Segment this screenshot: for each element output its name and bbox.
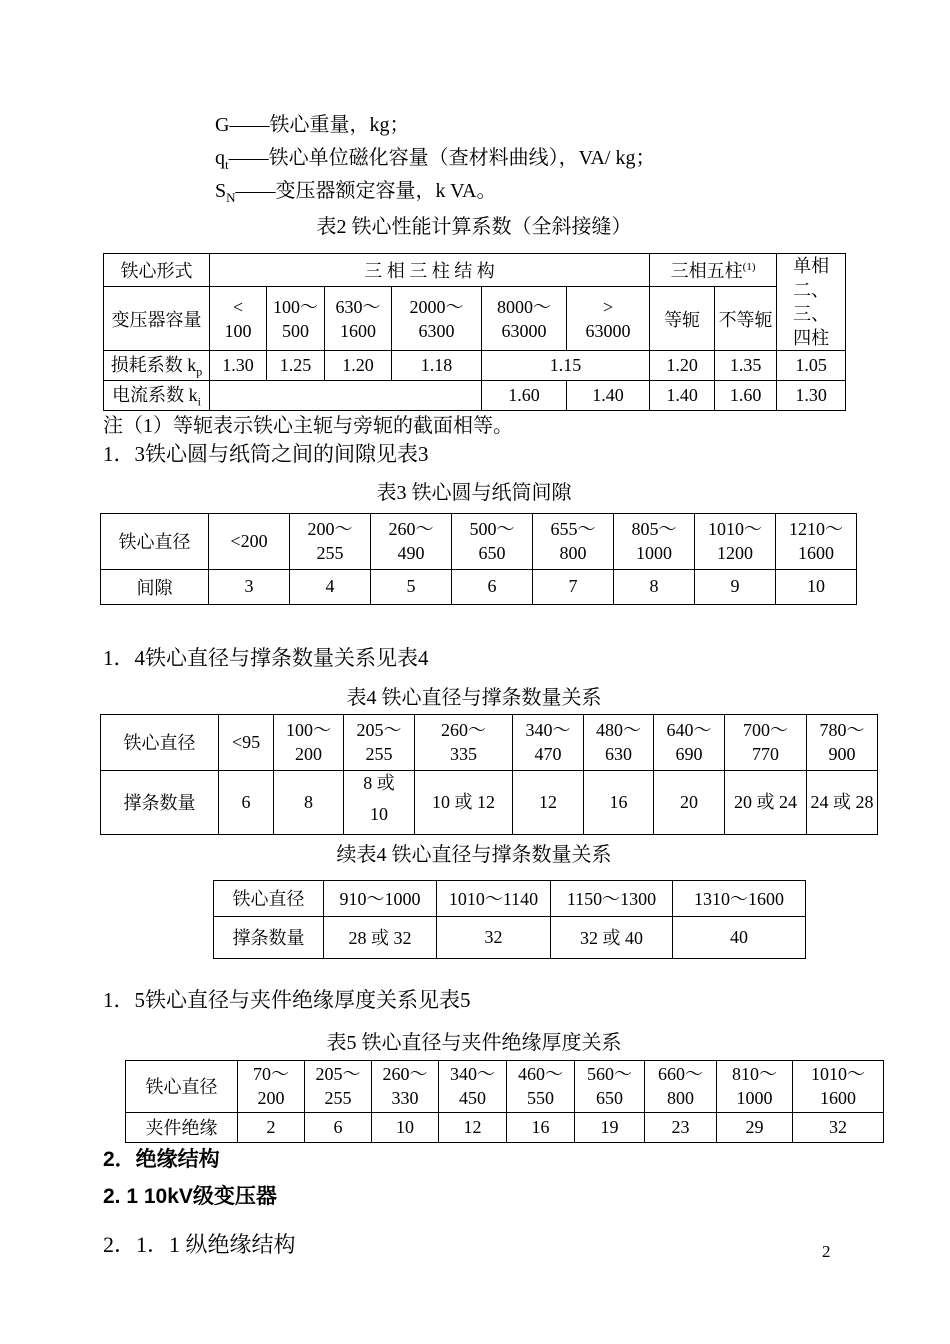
symbol: G (215, 114, 230, 136)
header-cell (209, 513, 290, 569)
header-cell (507, 1060, 575, 1112)
value-cell: 1.18 (392, 351, 482, 381)
cell-line: 1010～ (708, 519, 762, 540)
row-label-stay-count: 撑条数量 (214, 916, 324, 958)
header-cell (482, 287, 567, 351)
symbol-definitions (215, 112, 882, 211)
cell-line: 1210～ (789, 519, 843, 540)
label-text: 电流系数 k (112, 385, 198, 405)
cell-line: 800 (559, 543, 587, 564)
value-cell: 1.25 (267, 351, 325, 381)
cell-line: 单相 (793, 256, 830, 276)
cell-line: <200 (230, 531, 268, 552)
cell-line: 800 (667, 1088, 694, 1109)
value-cell: 7 (533, 569, 614, 604)
cell-line: 260～ (382, 1064, 428, 1085)
table-4-continued-core-diameter-stay-count (213, 880, 806, 959)
header-cell (219, 714, 274, 770)
value-cell: 1.30 (777, 381, 846, 411)
symbol: q (215, 147, 225, 169)
cell-line: 二、三、 (793, 280, 830, 324)
label-text: 损耗系数 k (110, 355, 197, 376)
header-cell (584, 714, 654, 770)
value-cell: 8 (614, 569, 695, 604)
table-row (101, 714, 878, 770)
header-cell-unequal-yoke: 不等轭 (715, 287, 777, 351)
value-cell (807, 770, 878, 834)
heading-2-1-1-longitudinal-insulation: 2．1．1 纵绝缘结构 (103, 1231, 296, 1257)
section-1-5-heading: 1．5铁心直径与夹件绝缘厚度关系见表5 (103, 987, 471, 1012)
group-label: 三相五柱 (670, 261, 743, 282)
header-cell (654, 714, 725, 770)
header-cell (290, 513, 371, 569)
value-cell: 1.35 (715, 351, 777, 381)
header-cell (392, 287, 482, 351)
header-cell (533, 513, 614, 569)
cell-line: 四柱 (793, 328, 830, 348)
header-cell (305, 1060, 372, 1112)
value-cell: 1.40 (567, 381, 650, 411)
cell-line: 1200 (717, 543, 753, 564)
table-row (101, 513, 857, 569)
value-cell (654, 770, 725, 834)
header-cell (513, 714, 584, 770)
value-cell: 32 (793, 1112, 884, 1142)
cell-line: 8 (304, 792, 313, 813)
page-number: 2 (822, 1242, 831, 1261)
value-cell: 1.20 (650, 351, 715, 381)
header-cell (695, 513, 776, 569)
cell-line: 10 (370, 804, 388, 825)
header-cell (325, 287, 392, 351)
cell-line: 255 (324, 1088, 352, 1109)
cell-line: 640～ (666, 720, 712, 741)
header-cell-equal-yoke: 等轭 (650, 287, 715, 351)
cell-line: 260～ (441, 720, 486, 741)
header-cell (793, 1060, 884, 1112)
row-label-clamp-insulation: 夹件绝缘 (126, 1112, 238, 1142)
cell-line: > (602, 296, 614, 317)
header-cell (567, 287, 650, 351)
row-label-core-diameter: 铁心直径 (101, 714, 219, 770)
header-cell (371, 513, 452, 569)
header-cell (274, 714, 344, 770)
symbol-subscript: t (225, 157, 229, 172)
header-cell (575, 1060, 645, 1112)
corner-cell: 铁心形式 (104, 254, 210, 287)
value-cell: 1.15 (482, 351, 650, 381)
value-cell: 1.60 (715, 381, 777, 411)
cell-line: 630～ (335, 296, 381, 317)
header-cell (725, 714, 807, 770)
cell-line: 560～ (587, 1064, 632, 1085)
table-3-core-circle-paper-tube-gap (100, 513, 857, 605)
cell-line: 660～ (658, 1064, 703, 1085)
table2-caption: 表2 铁心性能计算系数（全斜接缝） (316, 216, 632, 238)
value-cell: 1.20 (325, 351, 392, 381)
cell-line: 70～ (253, 1064, 289, 1085)
cell-line: 8000～ (497, 296, 551, 317)
cell-line: 700～ (743, 720, 788, 741)
cell-line: 490 (397, 543, 425, 564)
cell-line: 200 (295, 744, 322, 765)
value-cell: 12 (439, 1112, 507, 1142)
table4-continued-caption: 续表4 铁心直径与撑条数量关系 (336, 843, 612, 866)
cell-line: 16 (609, 792, 628, 813)
cell-line: 200～ (307, 519, 353, 540)
cell-line: 335 (450, 744, 477, 765)
table5-caption: 表5 铁心直径与夹件绝缘厚度关系 (326, 1031, 622, 1054)
table-row (104, 381, 846, 411)
table3-caption: 表3 铁心圆与纸筒间隙 (376, 481, 572, 504)
table-row (104, 287, 846, 351)
label-subscript: i (197, 394, 201, 409)
cell-line: 630 (605, 744, 632, 765)
cell-line: < (232, 296, 244, 317)
value-cell: 3 (209, 569, 290, 604)
page-content (100, 0, 882, 1259)
cell-line: 550 (527, 1088, 554, 1109)
cell-line: 63000 (501, 320, 547, 341)
value-cell: 5 (371, 569, 452, 604)
header-cell (372, 1060, 439, 1112)
cell-line: <95 (231, 732, 261, 753)
cell-line: 63000 (585, 320, 631, 341)
value-cell: 28 或 32 (324, 916, 437, 958)
cell-line: 20 (680, 792, 698, 813)
value-cell: 32 或 40 (551, 916, 673, 958)
row-label-core-diameter: 铁心直径 (126, 1060, 238, 1112)
heading-2-insulation-structure: 2．绝缘结构 (103, 1147, 220, 1171)
section-1-4-heading: 1．4铁心直径与撑条数量关系见表4 (103, 645, 429, 670)
cell-line: 1010～ (811, 1064, 865, 1085)
value-cell (513, 770, 584, 834)
cell-line: 205～ (315, 1064, 361, 1085)
cell-line: 255 (365, 744, 393, 765)
value-cell: 9 (695, 569, 776, 604)
value-cell: 16 (507, 1112, 575, 1142)
value-cell: 2 (238, 1112, 305, 1142)
cell-line: 205～ (356, 720, 402, 741)
row-label-capacity: 变压器容量 (104, 287, 210, 351)
cell-line: 655～ (550, 519, 596, 540)
value-cell: 19 (575, 1112, 645, 1142)
definition-qt (215, 145, 882, 178)
cell-line: 805～ (631, 519, 677, 540)
value-cell: 32 (437, 916, 551, 958)
header-cell (776, 513, 857, 569)
symbol-subscript: N (226, 190, 236, 205)
header-cell (807, 714, 878, 770)
value-cell: 23 (645, 1112, 717, 1142)
cell-line: 650 (478, 543, 506, 564)
header-cell: 1010～1140 (437, 880, 551, 916)
cell-line: 900 (828, 744, 856, 765)
cell-line: 8 或 (363, 773, 395, 794)
cell-line: 340～ (450, 1064, 495, 1085)
table-row (214, 880, 806, 916)
definition-text: ——变压器额定容量，k VA。 (235, 180, 497, 202)
value-cell: 6 (305, 1112, 372, 1142)
cell-line: 100 (224, 320, 252, 341)
definition-G (215, 112, 882, 145)
header-cell: 1310～1600 (673, 880, 806, 916)
heading-2-1-10kv-transformer: 2. 1 10kV级变压器 (103, 1184, 277, 1208)
row-label-gap: 间隙 (101, 569, 209, 604)
header-cell (439, 1060, 507, 1112)
cell-line: 470 (534, 744, 562, 765)
cell-line: 480～ (596, 720, 641, 741)
row-label-current-coefficient (104, 381, 210, 411)
header-cell (717, 1060, 793, 1112)
header-cell (210, 287, 267, 351)
row-label-stay-count: 撑条数量 (101, 770, 219, 834)
empty-cell (210, 381, 482, 411)
cell-line: 770 (752, 744, 779, 765)
cell-line: 1600 (820, 1088, 856, 1109)
value-cell: 29 (717, 1112, 793, 1142)
value-cell: 1.60 (482, 381, 567, 411)
value-cell (584, 770, 654, 834)
table-4-core-diameter-stay-count (100, 714, 878, 835)
definition-text: ——铁心重量，kg； (229, 114, 410, 136)
value-cell: 1.30 (210, 351, 267, 381)
cell-line: 500～ (469, 519, 515, 540)
cell-line: 650 (596, 1088, 623, 1109)
header-cell (238, 1060, 305, 1112)
section-1-3-heading: 1．3铁心圆与纸筒之间的间隙见表3 (103, 441, 429, 466)
cell-line: 12 (539, 792, 557, 813)
cell-line: 2000～ (409, 296, 464, 317)
header-cell: 910～1000 (324, 880, 437, 916)
value-cell (344, 770, 415, 834)
cell-line: 255 (316, 543, 344, 564)
cell-line: 330 (391, 1088, 419, 1109)
cell-line: 450 (459, 1088, 486, 1109)
header-cell: 1150～1300 (551, 880, 673, 916)
header-cell (415, 714, 513, 770)
value-cell: 4 (290, 569, 371, 604)
cell-line: 100～ (286, 720, 331, 741)
group-header-single-phase (777, 254, 846, 351)
cell-line: 6 (241, 792, 251, 813)
value-cell (274, 770, 344, 834)
header-cell (267, 287, 325, 351)
value-cell (415, 770, 513, 834)
table-5-core-diameter-clamp-insulation (125, 1060, 884, 1143)
value-cell: 6 (452, 569, 533, 604)
row-label-core-diameter: 铁心直径 (101, 513, 209, 569)
cell-line: 780～ (819, 720, 865, 741)
table-row (101, 770, 878, 834)
table4-caption: 表4 铁心直径与撑条数量关系 (346, 686, 602, 709)
table-row (104, 351, 846, 381)
table-row (126, 1112, 884, 1142)
header-cell (452, 513, 533, 569)
cell-line: 340～ (525, 720, 571, 741)
table-row (214, 916, 806, 958)
value-cell: 10 (372, 1112, 439, 1142)
cell-line: 460～ (518, 1064, 563, 1085)
table-row (104, 254, 846, 287)
table-row (101, 569, 857, 604)
label-subscript: p (196, 364, 203, 379)
cell-line: 1000 (736, 1088, 773, 1109)
cell-line: 200 (257, 1088, 285, 1109)
value-cell: 1.05 (777, 351, 846, 381)
footnote-marker: (1) (742, 261, 756, 274)
definition-SN (215, 178, 882, 211)
cell-line: 100～ (273, 296, 318, 317)
table-2-core-performance-coefficients (103, 253, 846, 411)
cell-line: 1600 (798, 543, 834, 564)
header-cell (344, 714, 415, 770)
symbol: S (215, 180, 227, 202)
value-cell (219, 770, 274, 834)
cell-line: 500 (282, 320, 309, 341)
row-label-core-diameter: 铁心直径 (214, 880, 324, 916)
value-cell: 40 (673, 916, 806, 958)
value-cell (725, 770, 807, 834)
header-cell (614, 513, 695, 569)
table2-footnote: 注（1）等轭表示铁心主轭与旁轭的截面相等。 (103, 414, 513, 437)
header-cell (645, 1060, 717, 1112)
cell-line: 810～ (732, 1064, 777, 1085)
definition-text: ——铁心单位磁化容量（查材料曲线），VA/ kg； (228, 147, 656, 169)
row-label-loss-coefficient (104, 351, 210, 381)
value-cell: 10 (776, 569, 857, 604)
value-cell: 1.40 (650, 381, 715, 411)
cell-line: 1000 (636, 543, 672, 564)
group-header-three-phase-three-limb: 三 相 三 柱 结 构 (210, 254, 650, 287)
group-header-three-phase-five-limb (650, 254, 777, 287)
cell-line: 20 或 24 (734, 792, 797, 813)
cell-line: 690 (675, 744, 703, 765)
table-row (126, 1060, 884, 1112)
cell-line: 10 或 12 (432, 792, 495, 813)
cell-line: 260～ (388, 519, 434, 540)
cell-line: 24 或 28 (810, 792, 874, 813)
cell-line: 6300 (418, 320, 455, 341)
cell-line: 1600 (340, 320, 376, 341)
